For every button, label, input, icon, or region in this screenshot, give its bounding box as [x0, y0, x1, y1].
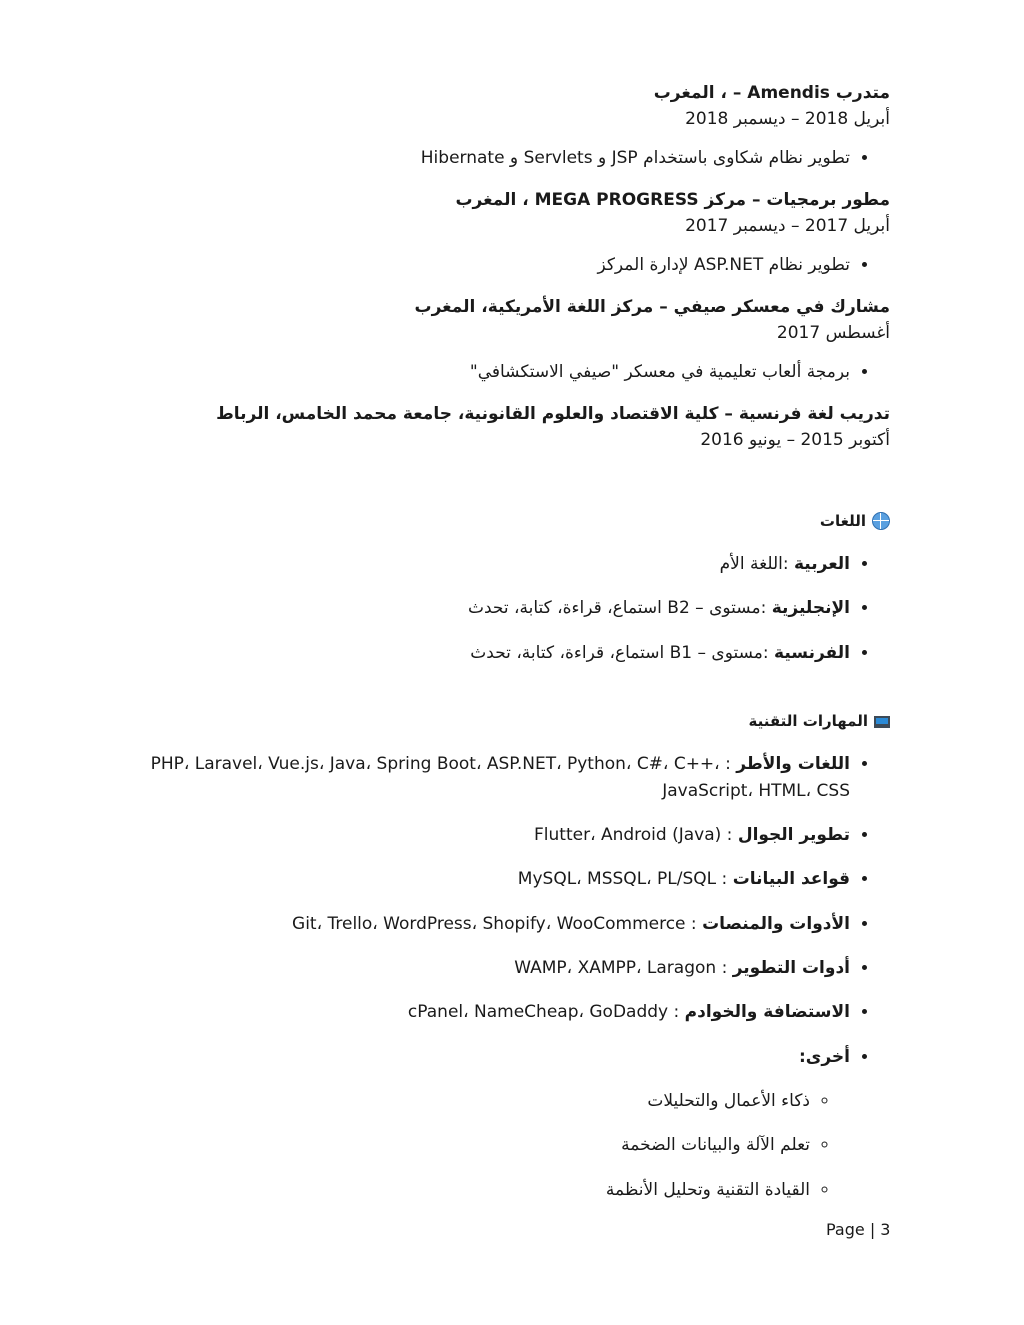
job-date: أكتوبر 2015 – يونيو 2016 — [700, 430, 890, 451]
language-level: :مستوى – B1 استماع، قراءة، كتابة، تحدث — [470, 642, 769, 663]
skill-item — [130, 999, 850, 1025]
globe-icon — [872, 512, 890, 530]
language-item — [130, 640, 850, 666]
skill-item — [130, 866, 850, 892]
job-title: مشارك في معسكر صيفي – مركز اللغة الأمريكية، المغرب — [414, 297, 890, 318]
experience-entry — [130, 401, 890, 454]
skill-category: تطوير الجوال — [737, 825, 850, 845]
skills-list — [130, 751, 890, 1203]
skills-heading — [130, 710, 890, 733]
experience-entry — [130, 80, 890, 171]
computer-icon — [874, 716, 890, 728]
language-level: :مستوى – B2 استماع، قراءة، كتابة، تحدث — [467, 598, 767, 619]
other-skill-item: ◦ ذكاء الأعمال والتحليلات — [130, 1088, 810, 1114]
job-bullets — [130, 145, 890, 171]
job-title: تدريب لغة فرنسية – كلية الاقتصاد والعلوم القانونية، جامعة محمد الخامس، الرباط — [216, 404, 890, 425]
skill-values: : Git، Trello، WordPress، Shopify، WooCommerce — [292, 913, 697, 934]
language-name: الإنجليزية — [771, 598, 850, 619]
job-title: متدرب Amendis – ، المغرب — [653, 83, 890, 103]
language-name: العربية — [793, 554, 850, 575]
skill-values: : PHP، Laravel، Vue.js، Java، Spring Boot، ASP.NET، Python، C#، C++، JavaScript، HTML، CSS — [150, 754, 850, 801]
skill-item — [130, 751, 850, 804]
languages-heading-label: اللغات — [819, 511, 866, 530]
page-number: Page | 3 — [826, 1220, 891, 1239]
skill-values: : cPanel، NameCheap، GoDaddy — [407, 1002, 680, 1023]
experience-entry — [130, 187, 890, 278]
skill-item — [130, 955, 850, 981]
job-date: أبريل 2018 – ديسمبر 2018 — [685, 109, 890, 130]
job-date: أغسطس 2017 — [776, 323, 890, 344]
skill-values: : MySQL، MSSQL، PL/SQL — [517, 869, 728, 890]
job-title: مطور برمجيات – مركز MEGA PROGRESS ، المغرب — [455, 190, 890, 211]
job-bullet: • تطوير نظام شكاوى باستخدام JSP و Servlets و Hibernate — [130, 145, 850, 171]
skill-values: : WAMP، XAMPP، Laragon — [514, 958, 728, 979]
languages-heading — [130, 510, 890, 533]
language-name: الفرنسية — [774, 642, 850, 663]
skills-heading-label: المهارات التقنية — [748, 712, 868, 731]
skill-item — [130, 911, 850, 937]
job-bullet: • برمجة ألعاب تعليمية في معسكر "صيفي الاستكشافي" — [130, 359, 850, 385]
experience-entry — [130, 294, 890, 385]
skill-category: الأدوات والمنصات — [702, 913, 850, 934]
languages-list — [130, 551, 890, 666]
skill-category: أخرى: — [798, 1046, 850, 1067]
job-bullet: • تطوير نظام ASP.NET لإدارة المركز — [130, 252, 850, 278]
job-date: أبريل 2017 – ديسمبر 2017 — [685, 216, 890, 237]
skill-category: أدوات التطوير — [732, 958, 850, 979]
document-page — [130, 80, 890, 1221]
other-skill-item: ◦ تعلم الآلة والبيانات الضخمة — [130, 1132, 810, 1158]
job-bullets — [130, 359, 890, 385]
language-item — [130, 595, 850, 621]
skill-category: اللغات والأطر — [736, 754, 850, 775]
other-skill-item: ◦ القيادة التقنية وتحليل الأنظمة — [130, 1177, 810, 1203]
language-level: :اللغة الأم — [719, 554, 789, 575]
skill-values: : Flutter، Android (Java) — [534, 825, 733, 845]
other-skills-list — [130, 1088, 850, 1203]
skill-category: الاستضافة والخوادم — [684, 1002, 850, 1023]
skill-category: قواعد البيانات — [732, 869, 850, 890]
job-bullets — [130, 252, 890, 278]
language-item — [130, 551, 850, 577]
skill-item — [130, 822, 850, 848]
skill-item — [130, 1044, 850, 1203]
